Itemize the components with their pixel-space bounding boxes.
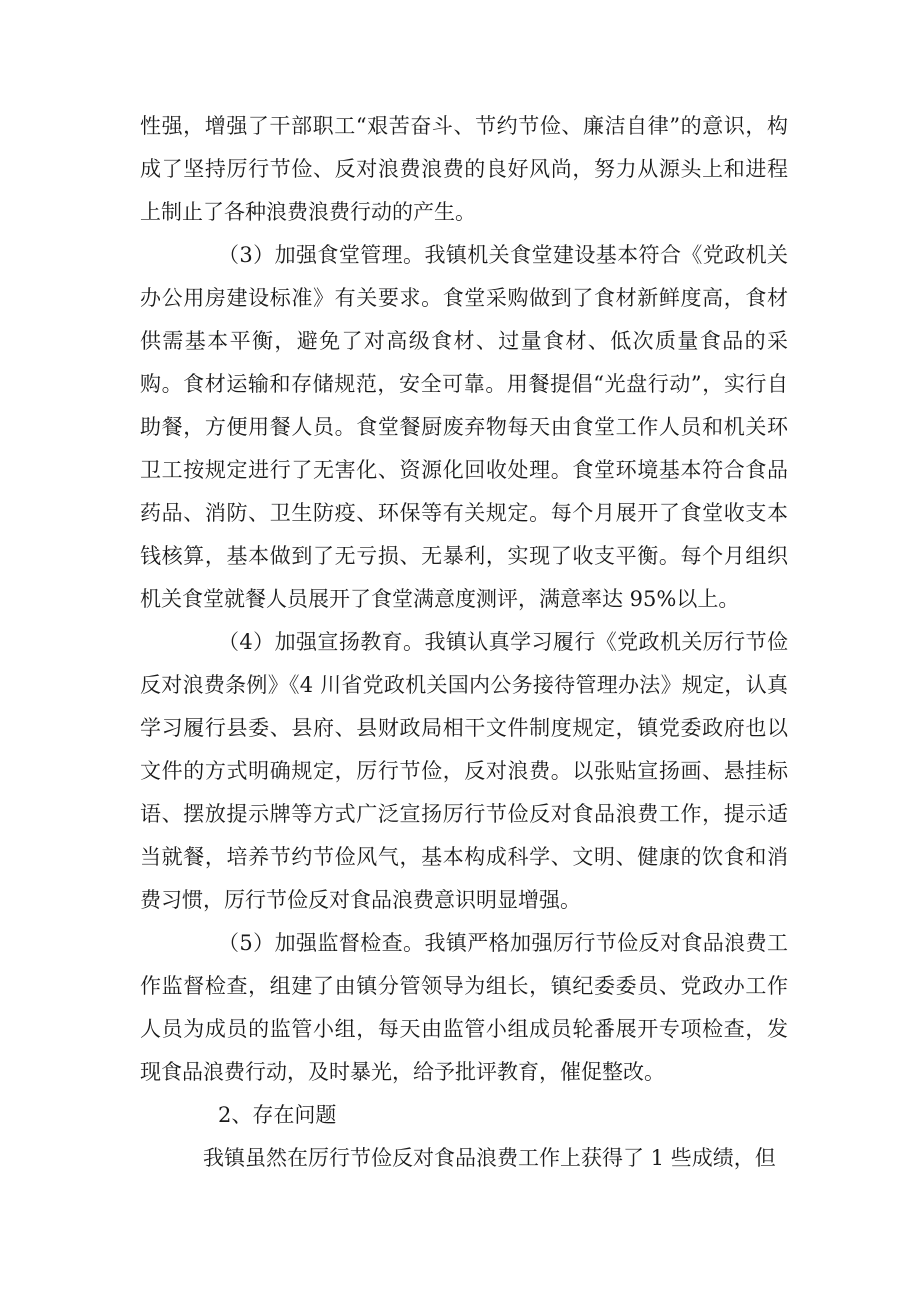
section-heading-existing-problems: 2、存在问题: [218, 1103, 337, 1127]
paragraph-intro-continued: 性强，增强了干部职工“艰苦奋斗、节约节俭、廉洁自律”的意识，构成了坚持厉行节俭、反对浪费浪费的良好风尚，努力从源头上和进程上制止了各种浪费浪费行动的产生。: [140, 114, 788, 224]
paragraph-item-3-canteen-management: （3）加强食堂管理。我镇机关食堂建设基本符合《党政机关办公用房建设标准》有关要求。食堂采购做到了食材新鲜度高，食材供需基本平衡，避免了对高级食材、过量食材、低次质量食品的采购。食材运输和存储规范，安全可靠。用餐提倡“光盘行动”，实行自助餐，方便用餐人员。食堂餐厨废弃物每天由食堂工作人员和机关环卫工按规定进行了无害化、资源化回收处理。食堂环境基本符合食品药品、消防、卫生防疫、环保等有关规定。每个月展开了食堂收支本钱核算，基本做到了无亏损、无暴利，实现了收支平衡。每个月组织机关食堂就餐人员展开了食堂满意度测评，满意率达 95%以上。: [140, 243, 788, 611]
paragraph-item-5-supervision: （5）加强监督检查。我镇严格加强厉行节俭反对食品浪费工作监督检查，组建了由镇分管领导为组长，镇纪委委员、党政办工作人员为成员的监管小组，每天由监管小组成员轮番展开专项检查，发现食品浪费行动，及时暴光，给予批评教育，催促整改。: [140, 931, 788, 1084]
document-body: [140, 105, 788, 1180]
paragraph-section-2-body: 我镇虽然在厉行节俭反对食品浪费工作上获得了 1 些成绩，但: [203, 1146, 776, 1170]
paragraph-item-4-publicity-education: （4）加强宣扬教育。我镇认真学习履行《党政机关厉行节俭反对浪费条例》《4 川省党政机关国内公务接待管理办法》规定，认真学习履行县委、县府、县财政局相干文件制度规定，镇党委政府也以文件的方式明确规定，厉行节俭，反对浪费。以张贴宣扬画、悬挂标语、摆放提示牌等方式广泛宣扬厉行节俭反对食品浪费工作，提示适当就餐，培养节约节俭风气，基本构成科学、文明、健康的饮食和消费习惯，厉行节俭反对食品浪费意识明显增强。: [140, 630, 788, 912]
